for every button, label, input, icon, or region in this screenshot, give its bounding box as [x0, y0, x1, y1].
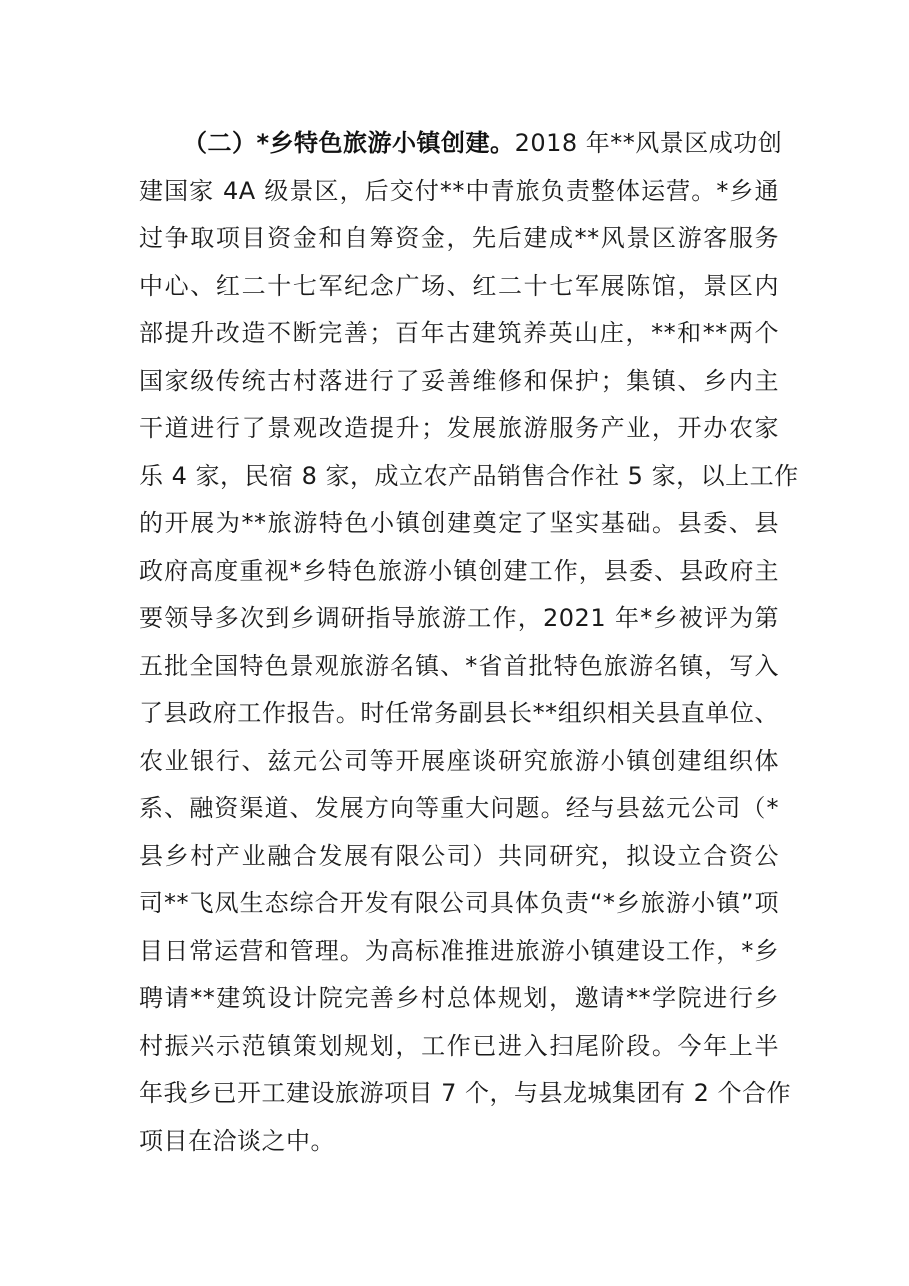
text-line-9: 的开展为**旅游特色小镇创建奠定了坚实基础。县委、县 — [139, 509, 779, 537]
text-line-8: 乐 4 家，民宿 8 家，成立农产品销售合作社 5 家，以上工作 — [139, 461, 799, 490]
text-line-21: 年我乡已开工建设旅游项目 7 个，与县龙城集团有 2 个合作 — [139, 1079, 792, 1107]
text-line-2: 建国家 4A 级景区，后交付**中青旅负责整体运营。*乡通 — [139, 176, 779, 205]
text-line-10: 政府高度重视*乡特色旅游小镇创建工作，县委、县政府主 — [139, 556, 779, 585]
text-line-22: 项目在洽谈之中。 — [139, 1126, 335, 1155]
text-line-16: 县乡村产业融合发展有限公司）共同研究，拟设立合资公 — [139, 841, 779, 870]
section-heading: （二）*乡特色旅游小镇创建。 — [183, 129, 515, 157]
text-line-5: 部提升改造不断完善；百年古建筑养英山庄，**和**两个 — [139, 319, 779, 347]
text-line-1-body: 2018 年**风景区成功创 — [514, 129, 783, 157]
text-line-19: 聘请**建筑设计院完善乡村总体规划，邀请**学院进行乡 — [139, 984, 779, 1012]
text-line-18: 目日常运营和管理。为高标准推进旅游小镇建设工作，*乡 — [139, 936, 779, 965]
text-line-3: 过争取项目资金和自筹资金，先后建成**风景区游客服务 — [139, 224, 779, 252]
text-line-7: 干道进行了景观改造提升；发展旅游服务产业，开办农家 — [139, 414, 779, 442]
text-line-1 — [139, 120, 783, 168]
body-paragraph — [139, 120, 799, 1165]
text-line-11: 要领导多次到乡调研指导旅游工作，2021 年*乡被评为第 — [139, 604, 779, 632]
text-line-15: 系、融资渠道、发展方向等重大问题。经与县兹元公司（* — [139, 794, 779, 822]
text-line-6: 国家级传统古村落进行了妥善维修和保护；集镇、乡内主 — [139, 366, 779, 395]
text-line-14: 农业银行、兹元公司等开展座谈研究旅游小镇创建组织体 — [139, 746, 779, 775]
text-line-13: 了县政府工作报告。时任常务副县长**组织相关县直单位、 — [139, 699, 779, 727]
text-line-4: 中心、红二十七军纪念广场、红二十七军展陈馆，景区内 — [139, 271, 779, 300]
text-line-12: 五批全国特色景观旅游名镇、*省首批特色旅游名镇，写入 — [139, 651, 779, 680]
text-line-17: 司**飞凤生态综合开发有限公司具体负责“*乡旅游小镇”项 — [139, 889, 779, 917]
text-line-20: 村振兴示范镇策划规划，工作已进入扫尾阶段。今年上半 — [139, 1031, 779, 1060]
